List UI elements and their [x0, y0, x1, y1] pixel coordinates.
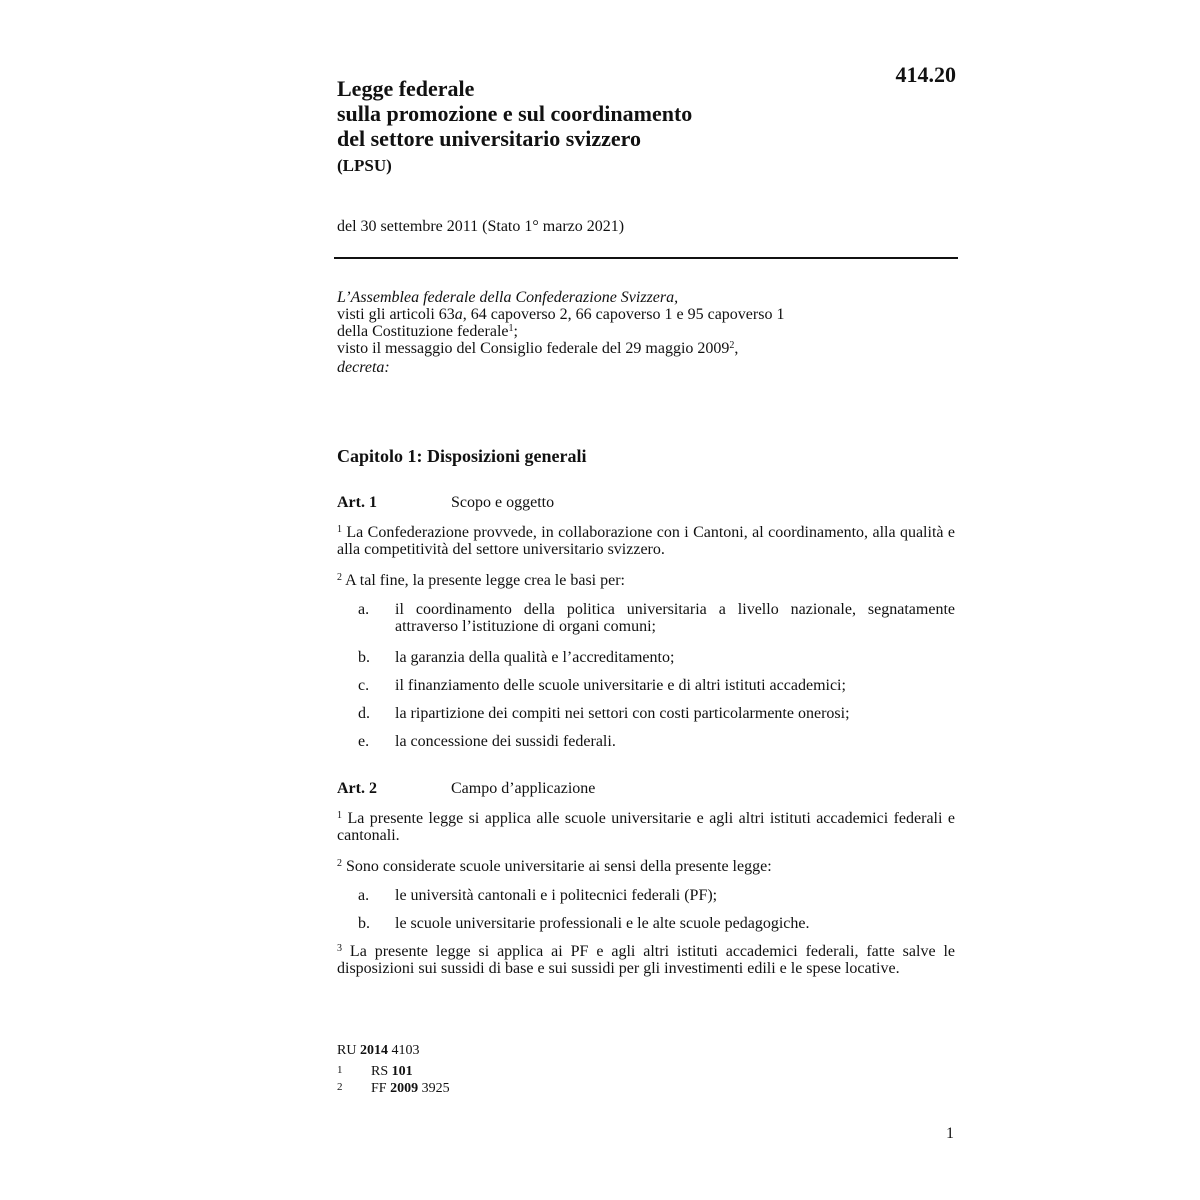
paragraph-number: 3: [337, 943, 342, 954]
title-line: Legge federale: [337, 76, 475, 101]
paragraph-number: 2: [337, 572, 342, 583]
list-text: la ripartizione dei compiti nei settori con costi particolarmente onerosi;: [395, 705, 850, 722]
footnote-number: 1: [337, 1064, 343, 1076]
footnote-bold: 101: [391, 1064, 413, 1079]
list-item: [358, 705, 955, 722]
article-number: Art. 1: [337, 494, 377, 511]
paragraph-text: A tal fine, la presente legge crea le basi per:: [345, 572, 625, 589]
ru-page: 4103: [391, 1043, 420, 1058]
list-text: la garanzia della qualità e l’accreditamento;: [395, 649, 675, 666]
list-text: il coordinamento della politica universitaria a livello nazionale, segnatamente attraverso l’istituzione di organi comuni;: [395, 601, 955, 635]
list-item: [358, 915, 955, 932]
preamble-line: [337, 340, 955, 357]
article-paragraph: [337, 943, 955, 977]
article-title: Scopo e oggetto: [451, 494, 555, 511]
list-text: la concessione dei sussidi federali.: [395, 733, 616, 750]
law-abbreviation: (LPSU): [337, 156, 392, 175]
page-number: 1: [946, 1125, 954, 1142]
list-item: [358, 887, 955, 904]
ru-prefix: RU: [337, 1043, 357, 1058]
title-line: del settore universitario svizzero: [337, 126, 642, 151]
ru-reference: [337, 1043, 419, 1059]
paragraph-number: 1: [337, 810, 342, 821]
preamble: [337, 289, 955, 376]
footnote-prefix: FF: [371, 1081, 387, 1096]
preamble-text: ,: [734, 340, 739, 357]
list-letter: b.: [358, 649, 370, 666]
preamble-line: [337, 306, 955, 323]
footnote-bold: 2009: [390, 1081, 419, 1096]
list-item: [358, 677, 955, 694]
paragraph-number: 1: [337, 524, 342, 535]
preamble-text: visti gli articoli 63: [337, 306, 455, 323]
preamble-text: visto il messaggio del Consiglio federale del 29 maggio 2009: [337, 340, 730, 357]
law-date: del 30 settembre 2011 (Stato 1° marzo 2021): [337, 218, 625, 235]
article-paragraph: [337, 810, 955, 844]
article-paragraph: [337, 572, 955, 589]
paragraph-text: La Confederazione provvede, in collaborazione con i Cantoni, al coordinamento, alla qualità e alla competitività del settore universitario svizzero.: [337, 524, 956, 558]
preamble-text: ;: [513, 323, 518, 340]
list-letter: d.: [358, 705, 370, 722]
preamble-text: della Costituzione federale: [337, 323, 509, 340]
list-text: le università cantonali e i politecnici federali (PF);: [395, 887, 718, 904]
paragraph-number: 2: [337, 858, 342, 869]
preamble-italic: a: [454, 306, 463, 323]
list-letter: c.: [358, 677, 370, 694]
preamble-line: [337, 323, 955, 340]
article-title: Campo d’applicazione: [451, 780, 596, 797]
article-paragraph: [337, 858, 955, 875]
list-letter: a.: [358, 887, 370, 904]
article-paragraph: [337, 524, 955, 558]
list-text: il finanziamento delle scuole universitarie e di altri istituti accademici;: [395, 677, 846, 694]
list-letter: b.: [358, 915, 370, 932]
article-number: Art. 2: [337, 780, 377, 797]
preamble-assembly: L’Assemblea federale della Confederazione Svizzera,: [337, 289, 679, 306]
paragraph-text: La presente legge si applica ai PF e agli altri istituti accademici federali, fatte salve le disposizioni sui sussidi di base e sui sussidi per gli investimenti edili e le spese locative.: [337, 943, 956, 977]
law-code: 414.20: [895, 62, 956, 87]
footnote-number: 2: [337, 1081, 343, 1093]
ru-year: 2014: [359, 1043, 388, 1058]
list-letter: e.: [358, 733, 370, 750]
footnote: [337, 1079, 450, 1097]
header-divider: [334, 257, 958, 259]
chapter-heading: Capitolo 1: Disposizioni generali: [337, 446, 587, 466]
footnote-rest: 3925: [421, 1081, 450, 1096]
list-text: le scuole universitarie professionali e le alte scuole pedagogiche.: [395, 915, 810, 932]
footnote-ref[interactable]: 2: [729, 340, 735, 351]
law-title: [337, 76, 692, 151]
list-letter: a.: [358, 601, 370, 618]
list-item: [358, 601, 955, 635]
footnote-prefix: RS: [371, 1064, 389, 1079]
paragraph-text: La presente legge si applica alle scuole universitarie e agli altri istituti accademici federali e cantonali.: [337, 810, 955, 844]
footnote-ref[interactable]: 1: [508, 323, 514, 334]
article-heading: [337, 494, 554, 512]
list-item: [358, 733, 955, 750]
preamble-text: , 64 capoverso 2, 66 capoverso 1 e 95 capoverso 1: [462, 306, 785, 323]
article-heading: [337, 780, 595, 798]
footnote: [337, 1062, 413, 1080]
list-item: [358, 649, 955, 666]
preamble-decree: decreta:: [337, 359, 390, 376]
title-line: sulla promozione e sul coordinamento: [337, 101, 693, 126]
paragraph-text: Sono considerate scuole universitarie ai sensi della presente legge:: [346, 858, 772, 875]
